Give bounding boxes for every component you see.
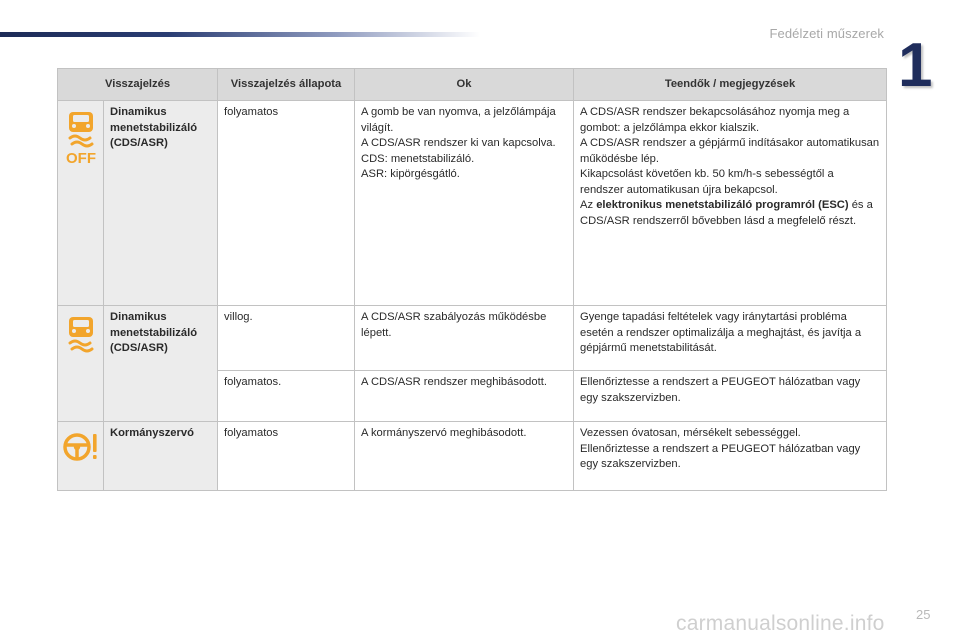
stability-off-icon <box>64 109 98 165</box>
header-cause: Ok <box>355 69 574 101</box>
indicator-cause: A CDS/ASR szabályozás működésbe lépett. <box>355 306 574 371</box>
cause-line: ASR: kipörgésgátló. <box>361 168 460 180</box>
indicator-cause: A CDS/ASR rendszer meghibásodott. <box>355 371 574 422</box>
indicator-action <box>574 422 887 491</box>
table-row <box>58 422 887 491</box>
indicator-action: Gyenge tapadási feltételek vagy iránytartási probléma esetén a rendszer optimalizálja a meghajtást, és javítja a gépjármű menetstabilitását. <box>574 306 887 371</box>
indicator-state: villog. <box>218 306 355 371</box>
stability-skid-icon <box>64 314 98 354</box>
cause-line: A gomb be van nyomva, a jelzőlámpája világít. <box>361 106 556 134</box>
indicator-state: folyamatos <box>218 101 355 306</box>
svg-text:OFF: OFF <box>65 150 96 165</box>
indicator-state: folyamatos <box>218 422 355 491</box>
reference-bold: elektronikus menetstabilizáló programról (ESC) <box>596 199 849 211</box>
cause-line: CDS: menetstabilizáló. <box>361 152 475 165</box>
watermark: carmanualsonline.info <box>676 612 885 635</box>
reference-prefix: Az <box>580 199 594 211</box>
table-header-row <box>58 69 887 101</box>
page-number: 25 <box>916 607 931 622</box>
indicator-action <box>574 101 887 306</box>
indicator-name: Dinamikus menetstabilizáló (CDS/ASR) <box>104 306 218 422</box>
indicator-state: folyamatos. <box>218 371 355 422</box>
action-line: A CDS/ASR rendszer bekapcsolásához nyomja meg a gombot: a jelzőlámpa ekkor kialszik. <box>580 106 850 134</box>
icon-cell <box>58 101 104 306</box>
action-line: Vezessen óvatosan, mérsékelt sebességgel. <box>580 427 801 439</box>
reference-suffix: és a CDS/ASR rendszerről bővebben lásd a megfelelő részt. <box>580 199 873 227</box>
header-accent-bar <box>0 32 480 37</box>
icon-cell <box>58 306 104 422</box>
action-line: Kikapcsolást követően kb. 50 km/h-s sebességtől a rendszer automatikusan újra bekapcsol. <box>580 168 834 196</box>
warning-lights-table <box>57 68 887 491</box>
action-reference <box>580 198 880 229</box>
indicator-name: Kormányszervó <box>104 422 218 491</box>
header-state: Visszajelzés állapota <box>218 69 355 101</box>
table-row <box>58 306 887 371</box>
chapter-number: 1 <box>898 31 933 100</box>
section-title: Fedélzeti műszerek <box>769 26 884 41</box>
action-line: Ellenőriztesse a rendszert a PEUGEOT hálózatban vagy egy szakszervizben. <box>580 442 861 470</box>
power-steering-warning-icon <box>62 430 100 464</box>
header-indicator: Visszajelzés <box>58 69 218 101</box>
cause-line: A CDS/ASR rendszer ki van kapcsolva. <box>361 137 556 149</box>
indicator-cause: A kormányszervó meghibásodott. <box>355 422 574 491</box>
indicator-cause <box>355 101 574 306</box>
header-action: Teendők / megjegyzések <box>574 69 887 101</box>
table-row <box>58 101 887 306</box>
action-line: A CDS/ASR rendszer a gépjármű indításakor automatikusan működésbe lép. <box>580 137 880 165</box>
indicator-action: Ellenőriztesse a rendszert a PEUGEOT hálózatban vagy egy szakszervizben. <box>574 371 887 422</box>
indicator-name: Dinamikus menetstabilizáló (CDS/ASR) <box>104 101 218 306</box>
icon-cell <box>58 422 104 491</box>
